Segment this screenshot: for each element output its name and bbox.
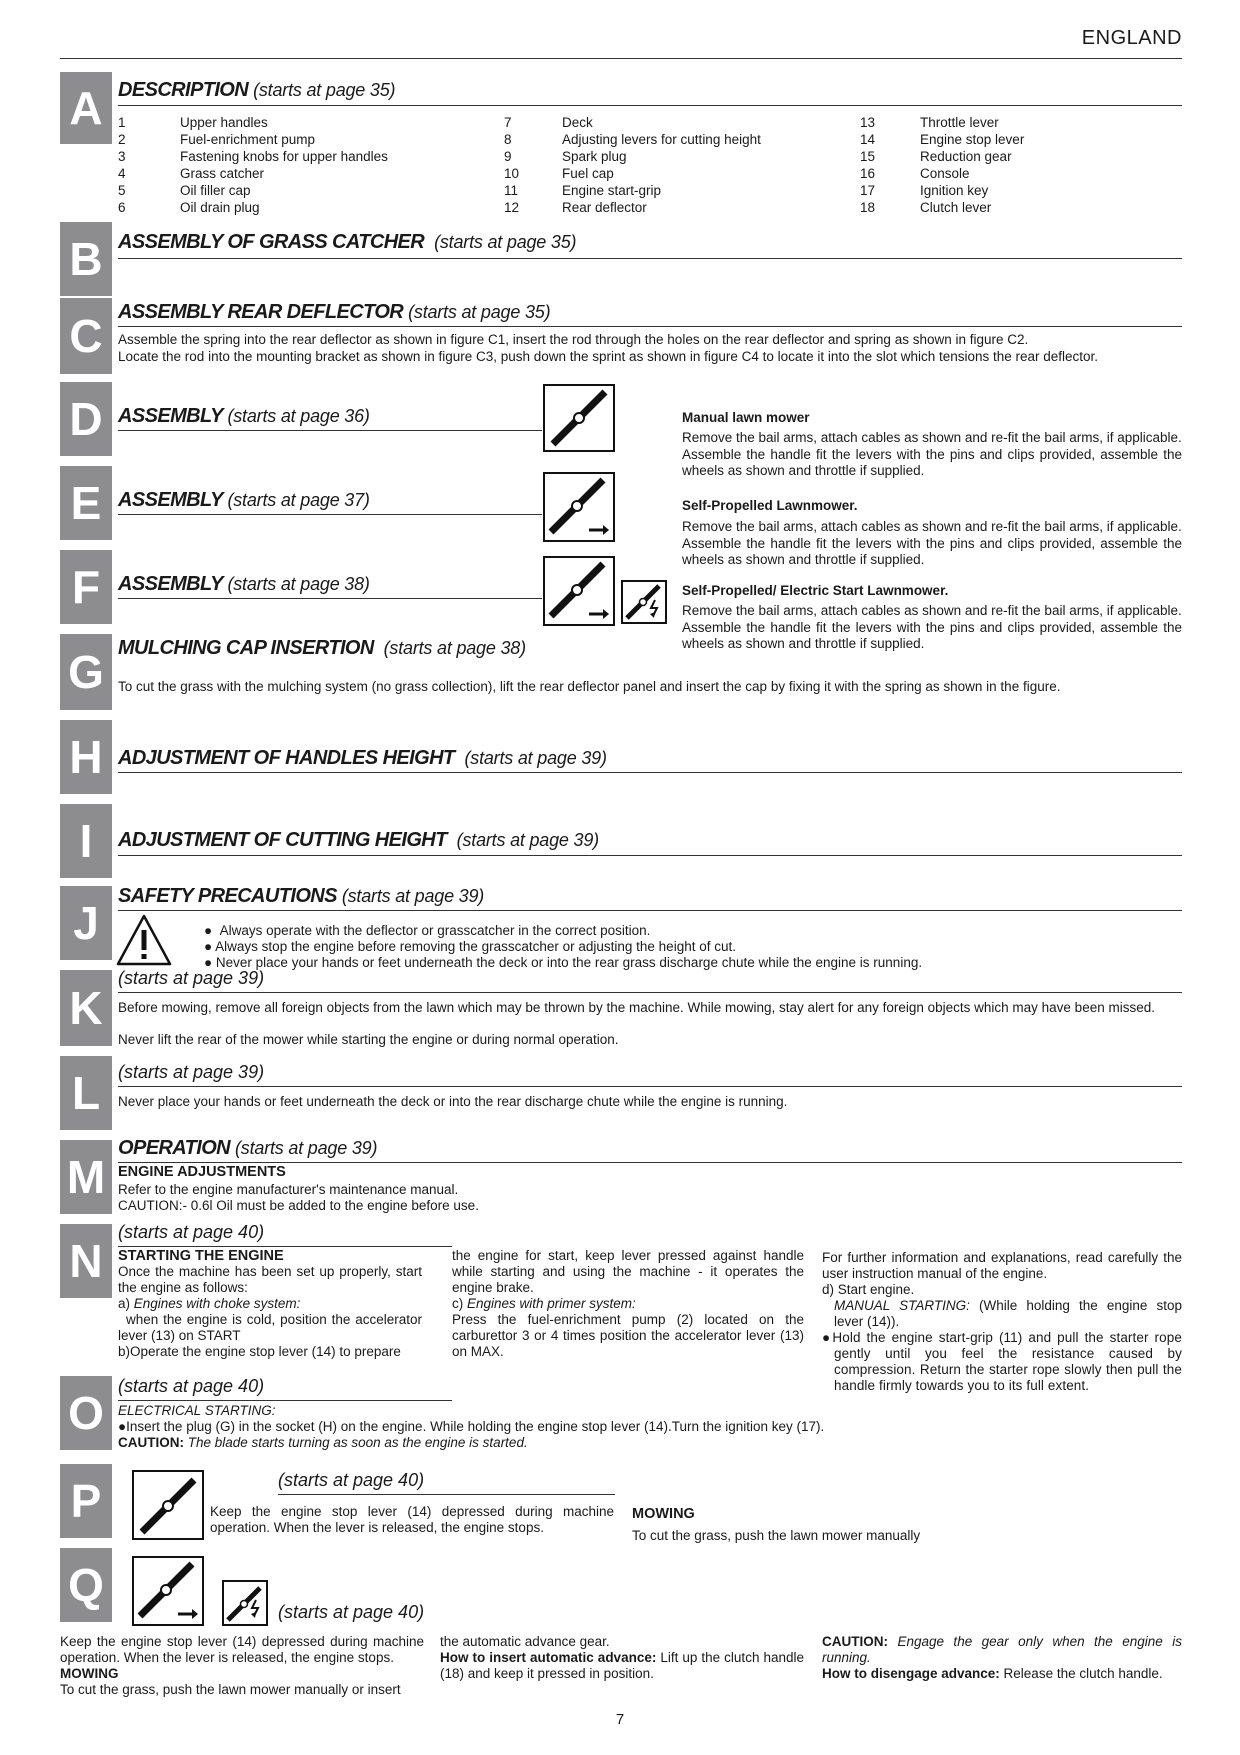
section-a-title: DESCRIPTION (starts at page 35) (118, 79, 396, 101)
section-d-title: ASSEMBLY (starts at page 36) (118, 405, 370, 427)
section-m-rule (118, 1162, 1182, 1163)
part-name: Fastening knobs for upper handles (180, 149, 388, 164)
n-c1-text-c: when the engine is cold, position the accelerator lever (13) on START (118, 1312, 422, 1343)
page-number: 7 (615, 1711, 625, 1728)
section-p-rule (278, 1494, 615, 1495)
safety-bullet-2: ● Always stop the engine before removing the grasscatcher or adjusting the height of cut. (204, 939, 736, 954)
part-number: 13 (860, 115, 876, 130)
section-p-text: Keep the engine stop lever (14) depressed during machine operation. When the lever is released, the engine stops. (210, 1504, 614, 1535)
section-o-caution: CAUTION: The blade starts turning as soon as the engine is started. (118, 1435, 528, 1450)
section-letter-p: P (60, 1464, 112, 1538)
section-h-rule (118, 772, 1182, 773)
section-f-title: ASSEMBLY (starts at page 38) (118, 573, 370, 595)
section-letter-c: C (60, 298, 112, 374)
section-e-text-2: Assemble the handle fit the levers with the pins and clips provided, assemble the wheels as shown and throttle if supplied. (682, 536, 1182, 567)
section-l-sub: (starts at page 39) (118, 1062, 265, 1082)
part-number: 3 (118, 149, 126, 164)
q-c3-line-b: How to disengage advance: Release the clutch handle. (822, 1666, 1163, 1681)
section-d-rule (118, 430, 542, 431)
section-c-text-2: Locate the rod into the mounting bracket as shown in figure C3, push down the sprint as shown in figure C4 to locate it into the slot which tensions the rear deflector. (118, 349, 1099, 364)
section-m-title: OPERATION (starts at page 39) (118, 1137, 378, 1159)
section-f-heading: Self-Propelled/ Electric Start Lawnmower. (682, 583, 949, 598)
part-name: Grass catcher (180, 166, 265, 181)
manual-mower-icon (543, 384, 615, 452)
part-number: 15 (860, 149, 876, 164)
section-k-sub: (starts at page 39) (118, 968, 265, 988)
header-divider (60, 58, 1182, 59)
section-l-text: Never place your hands or feet underneath the deck or into the rear discharge chute while the engine is running. (118, 1094, 788, 1109)
section-c-rule (118, 326, 1182, 327)
part-number: 11 (504, 183, 519, 198)
n-c3-text-b: d) Start engine. (822, 1282, 915, 1297)
section-f-rule (118, 598, 542, 599)
section-e-text-1: Remove the bail arms, attach cables as shown and re-fit the bail arms, if applicable. (682, 519, 1182, 534)
self-propelled-icon-2 (543, 556, 615, 626)
section-p-mowing: MOWING (632, 1506, 695, 1522)
section-n-col-3 (822, 1250, 1182, 1394)
part-name: Spark plug (562, 149, 627, 164)
part-number: 4 (118, 166, 126, 181)
section-letter-q: Q (60, 1548, 112, 1622)
section-b-rule (118, 258, 1182, 259)
electric-start-icon-2 (222, 1580, 268, 1626)
n-c3-line-c: MANUAL STARTING: (While holding the engine stop lever (14)). (834, 1298, 1182, 1329)
electric-start-icon (621, 580, 667, 624)
section-m-heading: ENGINE ADJUSTMENTS (118, 1164, 286, 1180)
country-label: ENGLAND (1081, 27, 1182, 49)
part-name: Console (920, 166, 970, 181)
part-name: Fuel cap (562, 166, 614, 181)
section-d-text-2: Assemble the handle fit the levers with the pins and clips provided, assemble the wheels as shown and throttle if supplied. (682, 447, 1182, 478)
part-number: 14 (860, 132, 876, 147)
warning-icon (114, 912, 174, 968)
section-letter-a: A (60, 72, 112, 144)
section-q-col-2 (440, 1634, 804, 1682)
section-d-heading: Manual lawn mower (682, 410, 810, 425)
section-h-title: ADJUSTMENT OF HANDLES HEIGHT (starts at page 39) (118, 747, 607, 769)
part-number: 8 (504, 132, 512, 147)
section-q-col-1 (60, 1634, 424, 1698)
section-k-text-2: Never lift the rear of the mower while starting the engine or during normal operation. (118, 1032, 619, 1047)
section-letter-g: G (60, 634, 112, 710)
q-c1-text-a: Keep the engine stop lever (14) depressed during machine operation. When the lever is released, the engine stops. (60, 1634, 424, 1665)
section-f-text-1: Remove the bail arms, attach cables as shown and re-fit the bail arms, if applicable. (682, 603, 1182, 618)
section-c-text-1: Assemble the spring into the rear deflector as shown in figure C1, insert the rod through the holes on the rear deflector and spring as shown in figure C2. (118, 332, 1029, 347)
section-letter-l: L (60, 1056, 112, 1130)
section-letter-n: N (60, 1224, 112, 1298)
section-k-text-1: Before mowing, remove all foreign objects from the lawn which may be thrown by the machine. While mowing, stay alert for any foreign objects which may have been missed. (118, 1000, 1155, 1015)
q-c1-text-c: To cut the grass, push the lawn mower manually or insert (60, 1682, 401, 1697)
section-letter-o: O (60, 1376, 112, 1450)
section-l-rule (118, 1086, 1182, 1087)
section-n-rule (118, 1246, 452, 1247)
section-j-rule (118, 910, 1182, 911)
part-name: Oil drain plug (180, 200, 260, 215)
section-k-rule (118, 992, 1182, 993)
self-propelled-icon (543, 472, 615, 542)
n-c1-text-d: b)Operate the engine stop lever (14) to prepare (118, 1344, 401, 1359)
part-number: 16 (860, 166, 876, 181)
part-name: Throttle lever (920, 115, 999, 130)
section-o-sub: (starts at page 40) (118, 1376, 265, 1396)
n-c3-text-a: For further information and explanations, read carefully the user instruction manual of the engine. (822, 1250, 1182, 1281)
section-letter-h: H (60, 720, 112, 794)
section-b-title: ASSEMBLY OF GRASS CATCHER (starts at page 35) (118, 231, 577, 253)
section-a-rule (118, 105, 1182, 106)
parts-list (118, 114, 1182, 218)
part-name: Adjusting levers for cutting height (562, 132, 761, 147)
part-number: 5 (118, 183, 126, 198)
n-c1-line-b: a) Engines with choke system: (118, 1296, 301, 1311)
section-o-rule (118, 1400, 452, 1401)
part-name: Engine stop lever (920, 132, 1025, 147)
part-number: 1 (118, 115, 126, 130)
section-o-text: ●Insert the plug (G) in the socket (H) on the engine. While holding the engine stop lever (14).Turn the ignition key (17). (118, 1419, 825, 1434)
part-name: Rear deflector (562, 200, 647, 215)
section-n-col-1 (118, 1248, 422, 1360)
section-letter-m: M (60, 1140, 112, 1214)
part-number: 7 (504, 115, 512, 130)
section-m-text-2: CAUTION:- 0.6l Oil must be added to the engine before use. (118, 1198, 479, 1213)
manual-mower-icon-2 (132, 1470, 204, 1540)
part-name: Fuel-enrichment pump (180, 132, 316, 147)
section-letter-d: D (60, 382, 112, 456)
section-o-label: ELECTRICAL STARTING: (118, 1403, 276, 1418)
part-name: Engine start-grip (562, 183, 662, 198)
section-f-text-2: Assemble the handle fit the levers with the pins and clips provided, assemble the wheels as shown and throttle if supplied. (682, 620, 1182, 651)
section-e-rule (118, 514, 542, 515)
q-c2-line-b: How to insert automatic advance: Lift up the clutch handle (18) and keep it pressed in position. (440, 1650, 804, 1681)
part-number: 9 (504, 149, 512, 164)
q-c1-heading: MOWING (60, 1666, 119, 1681)
safety-bullet-3: ● Never place your hands or feet underneath the deck or into the rear grass discharge chute while the engine is running. (204, 955, 923, 970)
section-q-sub: (starts at page 40) (278, 1602, 425, 1622)
part-name: Reduction gear (920, 149, 1012, 164)
section-i-title: ADJUSTMENT OF CUTTING HEIGHT (starts at page 39) (118, 829, 599, 851)
section-letter-b: B (60, 222, 112, 296)
section-n-sub: (starts at page 40) (118, 1222, 265, 1242)
section-letter-k: K (60, 970, 112, 1046)
part-number: 12 (504, 200, 520, 215)
section-g-text: To cut the grass with the mulching system (no grass collection), lift the rear deflector panel and insert the cap by fixing it with the spring as shown in the figure. (118, 679, 1061, 694)
section-p-sub: (starts at page 40) (278, 1470, 425, 1490)
section-d-text-1: Remove the bail arms, attach cables as shown and re-fit the bail arms, if applicable. (682, 430, 1182, 445)
section-q-col-3 (822, 1634, 1182, 1682)
part-number: 10 (504, 166, 520, 181)
section-letter-e: E (60, 466, 112, 540)
section-m-text-1: Refer to the engine manufacturer's maintenance manual. (118, 1182, 459, 1197)
part-name: Ignition key (920, 183, 989, 198)
part-number: 2 (118, 132, 126, 147)
part-name: Upper handles (180, 115, 268, 130)
section-letter-f: F (60, 550, 112, 624)
section-p-mowing-text: To cut the grass, push the lawn mower manually (632, 1528, 921, 1543)
section-n-heading: STARTING THE ENGINE (118, 1248, 284, 1264)
q-c2-text-a: the automatic advance gear. (440, 1634, 610, 1649)
part-name: Clutch lever (920, 200, 992, 215)
section-i-rule (118, 855, 1182, 856)
n-c1-text-a: Once the machine has been set up properly, start the engine as follows: (118, 1264, 422, 1295)
part-number: 6 (118, 200, 126, 215)
section-letter-i: I (60, 804, 112, 878)
section-e-heading: Self-Propelled Lawnmower. (682, 498, 858, 513)
part-number: 18 (860, 200, 876, 215)
section-n-col-2 (452, 1248, 804, 1360)
section-e-title: ASSEMBLY (starts at page 37) (118, 489, 370, 511)
part-number: 17 (860, 183, 876, 198)
n-c2-text-c: Press the fuel-enrichment pump (2) located on the carburettor 3 or 4 times position the accelerator lever (13) on MAX. (452, 1312, 804, 1359)
self-propelled-icon-3 (132, 1556, 204, 1626)
n-c2-text-a: the engine for start, keep lever pressed against handle while starting and using the machine - it operates the engine brake. (452, 1248, 804, 1295)
section-g-title: MULCHING CAP INSERTION (starts at page 38) (118, 637, 526, 659)
part-name: Deck (562, 115, 593, 130)
section-c-title: ASSEMBLY REAR DEFLECTOR (starts at page 35) (118, 301, 551, 323)
q-c3-line-a: CAUTION: Engage the gear only when the engine is running. (822, 1634, 1182, 1665)
n-c2-line-b: c) Engines with primer system: (452, 1296, 636, 1311)
part-name: Oil filler cap (180, 183, 251, 198)
section-j-title: SAFETY PRECAUTIONS (starts at page 39) (118, 885, 485, 907)
n-c3-line-d: ●Hold the engine start-grip (11) and pull the starter rope gently until you feel the resistance caused by compression. Return the starter rope slowly then pull the handle firmly towards you to its full extent. (822, 1330, 1182, 1393)
section-letter-j: J (60, 886, 112, 960)
safety-bullet-1: ● Always operate with the deflector or grasscatcher in the correct position. (204, 923, 651, 938)
